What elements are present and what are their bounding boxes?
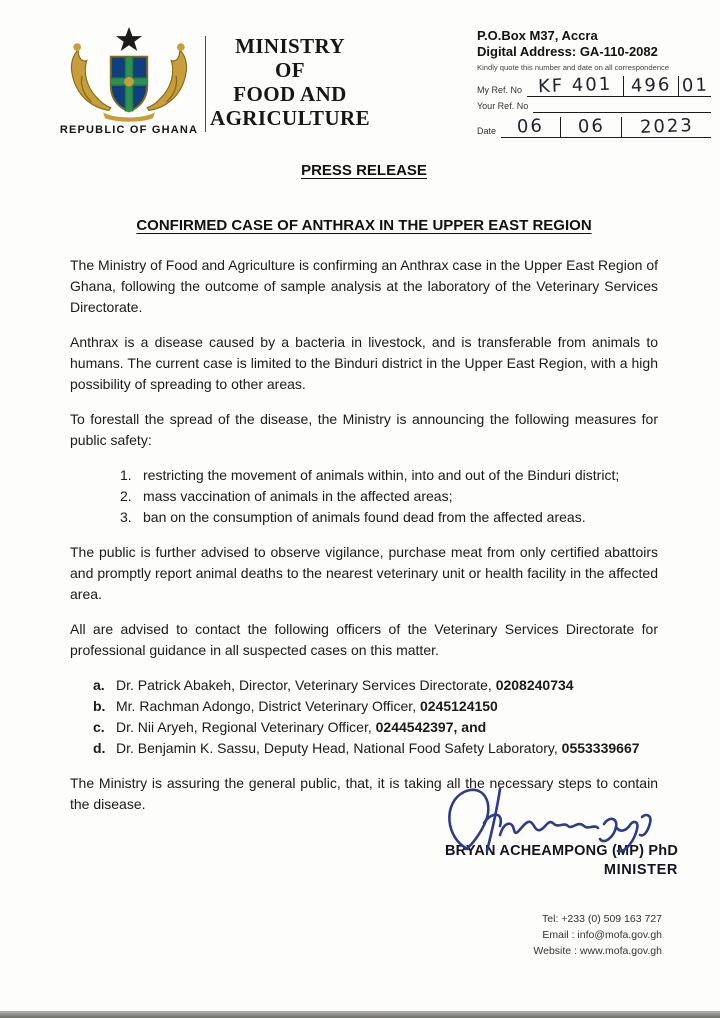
digital-address: Digital Address: GA-110-2082 [477, 44, 658, 59]
officer-phone: 0208240734 [495, 677, 574, 693]
paragraph-confirmation: The Ministry of Food and Agriculture is confirming an Anthrax case in the Upper East Region of Ghana, following the outcome of sample analysis at the laboratory of the Veterinary Services Directorate. [70, 257, 658, 315]
footer-email: Email : info@mofa.gov.gh [542, 929, 662, 941]
ministry-line: AGRICULTURE [210, 106, 370, 130]
officer-item: b. Mr. Rachman Adongo, District Veterinary Officer, 0245124150 [93, 698, 498, 714]
your-ref-label: Your Ref. No [477, 101, 529, 111]
paragraph-disease-info: Anthrax is a disease caused by a bacteria in livestock, and is transferable from animals to humans. The current case is limited to the Binduri district in the Upper East Region, with a high possibility of spreading to other areas. [70, 334, 658, 392]
ministry-line: OF [275, 58, 305, 82]
footer-contact [533, 911, 662, 959]
measure-item: 3. ban on the consumption of animals found dead from the affected areas. [120, 509, 586, 525]
document-title: CONFIRMED CASE OF ANTHRAX IN THE UPPER EAST REGION [136, 217, 592, 234]
officer-item: c. Dr. Nii Aryeh, Regional Veterinary Officer, 0244542397, and [93, 719, 487, 735]
measure-item: 1. restricting the movement of animals within, into and out of the Binduri district; [120, 467, 620, 483]
ministry-line: FOOD AND [233, 82, 347, 106]
signatory-name: BRYAN ACHEAMPONG (MP) PhD [445, 843, 678, 859]
your-ref-line [533, 99, 711, 113]
quote-note: Kindly quote this number and date on all correspondence [477, 63, 670, 72]
signature-block [445, 843, 678, 878]
ministry-line: MINISTRY [235, 34, 345, 58]
my-ref-part: KF 401 [537, 73, 613, 98]
date-part: 2023 [621, 117, 711, 137]
my-ref-part: 496 [623, 76, 679, 96]
document-body [70, 162, 658, 815]
my-ref-label: My Ref. No [477, 85, 523, 95]
officer-phone: 0245124150 [419, 698, 498, 714]
date-part: 06 [516, 115, 545, 138]
paragraph-public-advice: The public is further advised to observe vigilance, purchase meat from only certified abattoirs and promptly report animal deaths to the nearest veterinary unit or health facility in the affected area. [70, 544, 658, 602]
measures-list [120, 465, 658, 528]
paragraph-measures-intro: To forestall the spread of the disease, the Ministry is announcing the following measures for public safety: [70, 411, 658, 448]
your-ref-row [477, 99, 711, 113]
footer-website: Website : www.mofa.gov.gh [533, 945, 662, 957]
emblem-caption: REPUBLIC OF GHANA [59, 124, 199, 136]
date-label: Date [477, 126, 497, 136]
coat-of-arms-icon [56, 26, 202, 122]
my-ref-part: 01 [678, 76, 711, 96]
paragraph-assurance: The Ministry is assuring the general public, that, it is taking all the necessary steps to contain the disease. [70, 775, 658, 812]
ghana-coat-of-arms [56, 26, 202, 136]
date-row [477, 115, 711, 138]
scan-edge-strip [0, 1011, 720, 1018]
press-release-heading: PRESS RELEASE [301, 162, 427, 179]
ministry-name [210, 34, 370, 130]
officer-phone: 0553339667 [561, 740, 640, 756]
officers-list [93, 675, 658, 759]
measure-item: 2. mass vaccination of animals in the affected areas; [120, 488, 453, 504]
my-ref-row [477, 74, 711, 97]
date-part: 06 [560, 117, 620, 137]
paragraph-contact-intro: All are advised to contact the following officers of the Veterinary Services Directorate for professional guidance in all suspected cases on this matter. [70, 621, 658, 658]
header-divider [205, 36, 206, 132]
contact-block [477, 28, 711, 138]
signatory-title: MINISTER [603, 862, 678, 878]
officer-phone: 0244542397, and [375, 719, 487, 735]
po-box: P.O.Box M37, Accra [477, 28, 598, 43]
date-line [501, 115, 711, 138]
officer-item: d. Dr. Benjamin K. Sassu, Deputy Head, National Food Safety Laboratory, 0553339667 [93, 740, 640, 756]
officer-item: a. Dr. Patrick Abakeh, Director, Veterinary Services Directorate, 0208240734 [93, 677, 574, 693]
my-ref-line [527, 74, 711, 97]
footer-tel: Tel: +233 (0) 509 163 727 [542, 913, 662, 925]
